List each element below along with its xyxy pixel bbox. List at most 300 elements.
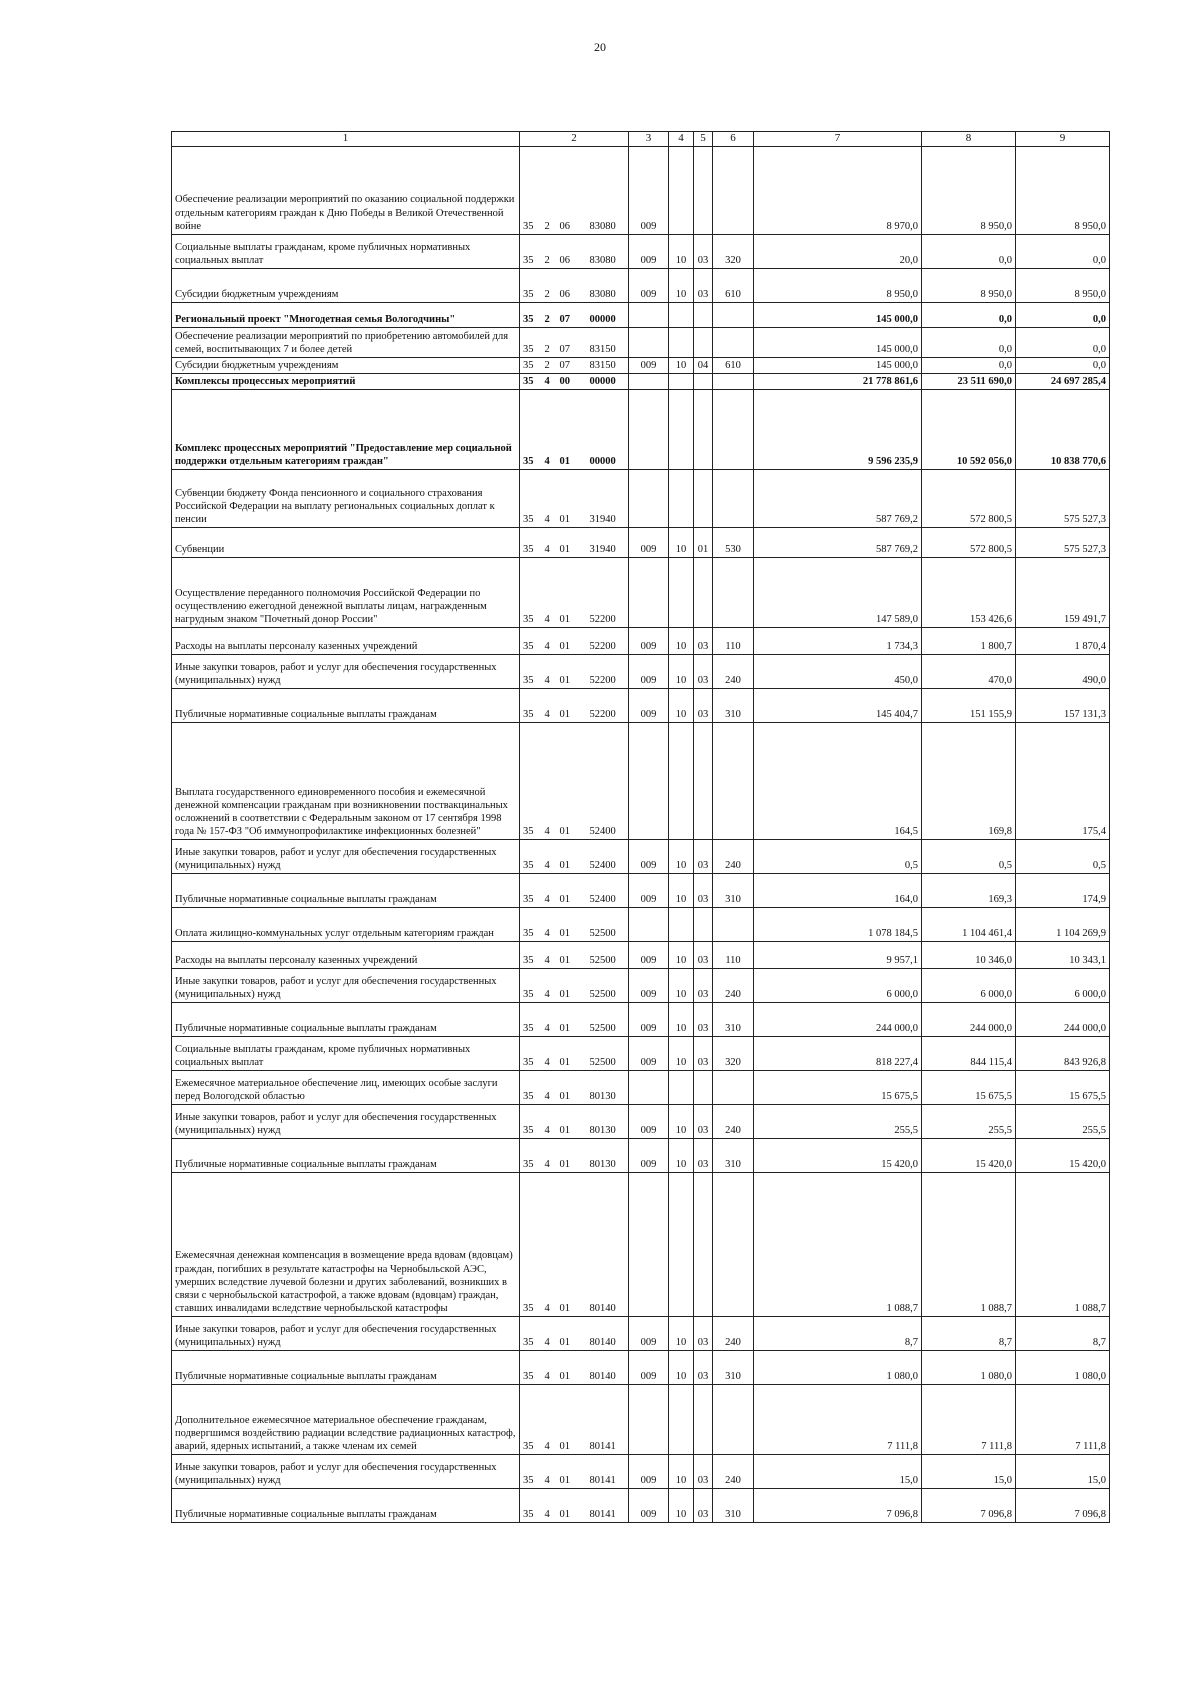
code-subprogram: 01: [557, 1037, 587, 1071]
code-grbs: 009: [629, 1489, 669, 1523]
amount-year-3: 843 926,8: [1016, 1037, 1110, 1071]
code-subsection: 03: [694, 1037, 713, 1071]
code-expense-type: [713, 327, 754, 357]
code-subprogram: 01: [557, 655, 587, 689]
table-row: [172, 1489, 1110, 1523]
amount-year-3: 1 870,4: [1016, 628, 1110, 655]
header-col-6: 6: [713, 132, 754, 147]
code-direction: 52200: [587, 558, 629, 628]
amount-year-3: 10 838 770,6: [1016, 390, 1110, 470]
code-type: 4: [542, 840, 557, 874]
code-section: 10: [669, 689, 694, 723]
code-grbs: 009: [629, 357, 669, 373]
code-section: [669, 723, 694, 840]
table-row: [172, 470, 1110, 528]
amount-year-2: 7 096,8: [922, 1489, 1016, 1523]
code-section: 10: [669, 1455, 694, 1489]
code-program: 35: [520, 268, 542, 302]
code-program: 35: [520, 528, 542, 558]
code-direction: 52400: [587, 840, 629, 874]
table-row: [172, 874, 1110, 908]
code-subprogram: 06: [557, 234, 587, 268]
code-program: 35: [520, 628, 542, 655]
code-type: 4: [542, 723, 557, 840]
amount-year-3: 490,0: [1016, 655, 1110, 689]
code-direction: 52200: [587, 689, 629, 723]
header-col-4: 4: [669, 132, 694, 147]
code-subprogram: 01: [557, 908, 587, 942]
code-grbs: 009: [629, 1317, 669, 1351]
code-grbs: [629, 302, 669, 327]
amount-year-2: 1 080,0: [922, 1351, 1016, 1385]
code-subsection: 03: [694, 1351, 713, 1385]
code-direction: 83150: [587, 357, 629, 373]
code-section: [669, 327, 694, 357]
amount-year-1: 1 080,0: [754, 1351, 922, 1385]
amount-year-2: 153 426,6: [922, 558, 1016, 628]
amount-year-1: 145 000,0: [754, 302, 922, 327]
code-expense-type: 110: [713, 628, 754, 655]
table-row: [172, 942, 1110, 969]
code-subprogram: 01: [557, 1139, 587, 1173]
code-direction: 52500: [587, 969, 629, 1003]
amount-year-3: 7 111,8: [1016, 1385, 1110, 1455]
code-expense-type: [713, 146, 754, 234]
code-subprogram: 01: [557, 874, 587, 908]
amount-year-2: 572 800,5: [922, 470, 1016, 528]
code-type: 2: [542, 146, 557, 234]
code-section: 10: [669, 357, 694, 373]
amount-year-1: 20,0: [754, 234, 922, 268]
amount-year-2: 15 420,0: [922, 1139, 1016, 1173]
amount-year-2: 169,8: [922, 723, 1016, 840]
code-section: 10: [669, 942, 694, 969]
code-direction: 80141: [587, 1455, 629, 1489]
code-direction: 31940: [587, 528, 629, 558]
code-grbs: [629, 327, 669, 357]
row-name: Субсидии бюджетным учреждениям: [172, 357, 520, 373]
row-name: Публичные нормативные социальные выплаты гражданам: [172, 689, 520, 723]
code-subprogram: 07: [557, 302, 587, 327]
code-subsection: 03: [694, 689, 713, 723]
code-section: 10: [669, 628, 694, 655]
amount-year-1: 6 000,0: [754, 969, 922, 1003]
code-type: 2: [542, 327, 557, 357]
code-expense-type: [713, 1071, 754, 1105]
code-section: 10: [669, 1317, 694, 1351]
code-program: 35: [520, 390, 542, 470]
code-direction: 00000: [587, 390, 629, 470]
table-row: [172, 628, 1110, 655]
amount-year-1: 244 000,0: [754, 1003, 922, 1037]
amount-year-2: 151 155,9: [922, 689, 1016, 723]
amount-year-3: 575 527,3: [1016, 470, 1110, 528]
row-name: Ежемесячное материальное обеспечение лиц, имеющих особые заслуги перед Вологодской областью: [172, 1071, 520, 1105]
table-row: [172, 655, 1110, 689]
amount-year-1: 1 734,3: [754, 628, 922, 655]
code-program: 35: [520, 1071, 542, 1105]
code-section: 10: [669, 874, 694, 908]
row-name: Публичные нормативные социальные выплаты гражданам: [172, 1003, 520, 1037]
amount-year-1: 255,5: [754, 1105, 922, 1139]
amount-year-2: 8 950,0: [922, 146, 1016, 234]
row-name: Иные закупки товаров, работ и услуг для обеспечения государственных (муниципальных) нужд: [172, 1455, 520, 1489]
code-section: [669, 1071, 694, 1105]
amount-year-2: 0,5: [922, 840, 1016, 874]
code-subprogram: 01: [557, 470, 587, 528]
code-expense-type: 320: [713, 1037, 754, 1071]
code-grbs: [629, 373, 669, 389]
code-program: 35: [520, 1351, 542, 1385]
table-row: [172, 1071, 1110, 1105]
table-row: [172, 1317, 1110, 1351]
amount-year-1: 145 404,7: [754, 689, 922, 723]
code-direction: 52200: [587, 628, 629, 655]
amount-year-3: 244 000,0: [1016, 1003, 1110, 1037]
code-type: 4: [542, 1071, 557, 1105]
code-section: [669, 146, 694, 234]
amount-year-1: 7 111,8: [754, 1385, 922, 1455]
code-program: 35: [520, 1105, 542, 1139]
amount-year-2: 8 950,0: [922, 268, 1016, 302]
code-subprogram: 01: [557, 1489, 587, 1523]
code-expense-type: [713, 302, 754, 327]
code-program: 35: [520, 840, 542, 874]
row-name: Обеспечение реализации мероприятий по оказанию социальной поддержки отдельным категориям граждан к Дню Победы в Великой Отечественной войне: [172, 146, 520, 234]
table-row: [172, 969, 1110, 1003]
amount-year-1: 7 096,8: [754, 1489, 922, 1523]
code-grbs: 009: [629, 234, 669, 268]
code-subprogram: 01: [557, 1317, 587, 1351]
amount-year-3: 0,5: [1016, 840, 1110, 874]
code-grbs: 009: [629, 1455, 669, 1489]
code-subsection: 03: [694, 942, 713, 969]
table-row: [172, 234, 1110, 268]
code-expense-type: 310: [713, 1139, 754, 1173]
code-program: 35: [520, 908, 542, 942]
amount-year-1: 9 596 235,9: [754, 390, 922, 470]
amount-year-1: 15,0: [754, 1455, 922, 1489]
code-grbs: 009: [629, 268, 669, 302]
code-type: 4: [542, 942, 557, 969]
code-expense-type: [713, 1385, 754, 1455]
code-program: 35: [520, 1037, 542, 1071]
code-type: 4: [542, 1489, 557, 1523]
amount-year-1: 1 078 184,5: [754, 908, 922, 942]
code-type: 4: [542, 1003, 557, 1037]
table-row: [172, 558, 1110, 628]
code-type: 2: [542, 357, 557, 373]
code-program: 35: [520, 655, 542, 689]
code-grbs: [629, 558, 669, 628]
code-subsection: [694, 327, 713, 357]
amount-year-2: 255,5: [922, 1105, 1016, 1139]
code-subprogram: 01: [557, 942, 587, 969]
code-grbs: [629, 1385, 669, 1455]
code-expense-type: 240: [713, 1317, 754, 1351]
row-name: Иные закупки товаров, работ и услуг для обеспечения государственных (муниципальных) нужд: [172, 969, 520, 1003]
code-section: 10: [669, 1003, 694, 1037]
code-grbs: 009: [629, 1351, 669, 1385]
code-subsection: [694, 1385, 713, 1455]
code-section: 10: [669, 268, 694, 302]
table-row: [172, 357, 1110, 373]
code-subprogram: 01: [557, 1071, 587, 1105]
code-subprogram: 01: [557, 1003, 587, 1037]
code-grbs: 009: [629, 1003, 669, 1037]
code-subprogram: 01: [557, 1385, 587, 1455]
code-type: 4: [542, 470, 557, 528]
table-row: [172, 528, 1110, 558]
code-section: [669, 1385, 694, 1455]
amount-year-2: 244 000,0: [922, 1003, 1016, 1037]
code-expense-type: 310: [713, 1351, 754, 1385]
amount-year-3: 10 343,1: [1016, 942, 1110, 969]
header-col-2: 2: [520, 132, 629, 147]
amount-year-1: 818 227,4: [754, 1037, 922, 1071]
amount-year-2: 6 000,0: [922, 969, 1016, 1003]
code-program: 35: [520, 1317, 542, 1351]
row-name: Иные закупки товаров, работ и услуг для обеспечения государственных (муниципальных) нужд: [172, 1317, 520, 1351]
code-subsection: 03: [694, 840, 713, 874]
row-name: Публичные нормативные социальные выплаты гражданам: [172, 874, 520, 908]
code-program: 35: [520, 1139, 542, 1173]
code-grbs: 009: [629, 840, 669, 874]
code-section: 10: [669, 1489, 694, 1523]
code-section: 10: [669, 1139, 694, 1173]
amount-year-3: 15 675,5: [1016, 1071, 1110, 1105]
code-expense-type: [713, 373, 754, 389]
table-row: [172, 908, 1110, 942]
row-name: Субвенции: [172, 528, 520, 558]
row-name: Иные закупки товаров, работ и услуг для обеспечения государственных (муниципальных) нужд: [172, 1105, 520, 1139]
table-row: [172, 146, 1110, 234]
amount-year-2: 1 088,7: [922, 1173, 1016, 1317]
code-subsection: [694, 1173, 713, 1317]
header-col-8: 8: [922, 132, 1016, 147]
code-direction: 80141: [587, 1385, 629, 1455]
amount-year-3: 6 000,0: [1016, 969, 1110, 1003]
table-row: [172, 723, 1110, 840]
amount-year-1: 15 675,5: [754, 1071, 922, 1105]
code-subsection: [694, 723, 713, 840]
code-grbs: 009: [629, 942, 669, 969]
header-row: [172, 132, 1110, 147]
code-type: 2: [542, 302, 557, 327]
code-direction: 52400: [587, 874, 629, 908]
code-subsection: [694, 373, 713, 389]
code-section: [669, 908, 694, 942]
code-subsection: 03: [694, 655, 713, 689]
code-expense-type: 610: [713, 268, 754, 302]
code-subprogram: 01: [557, 558, 587, 628]
code-direction: 80140: [587, 1317, 629, 1351]
code-direction: 52500: [587, 1037, 629, 1071]
code-subsection: [694, 470, 713, 528]
amount-year-2: 0,0: [922, 327, 1016, 357]
code-type: 4: [542, 628, 557, 655]
code-expense-type: 310: [713, 1489, 754, 1523]
row-name: Иные закупки товаров, работ и услуг для обеспечения государственных (муниципальных) нужд: [172, 840, 520, 874]
code-section: 10: [669, 528, 694, 558]
amount-year-1: 8,7: [754, 1317, 922, 1351]
code-type: 4: [542, 373, 557, 389]
code-type: 4: [542, 1105, 557, 1139]
code-expense-type: [713, 908, 754, 942]
amount-year-1: 9 957,1: [754, 942, 922, 969]
code-program: 35: [520, 327, 542, 357]
code-program: 35: [520, 1489, 542, 1523]
code-direction: 00000: [587, 373, 629, 389]
code-type: 4: [542, 655, 557, 689]
code-grbs: 009: [629, 655, 669, 689]
code-direction: 00000: [587, 302, 629, 327]
code-subprogram: 01: [557, 969, 587, 1003]
code-grbs: 009: [629, 969, 669, 1003]
table-row: [172, 302, 1110, 327]
code-program: 35: [520, 969, 542, 1003]
amount-year-3: 175,4: [1016, 723, 1110, 840]
code-section: 10: [669, 234, 694, 268]
table-row: [172, 327, 1110, 357]
code-type: 4: [542, 1037, 557, 1071]
code-grbs: [629, 908, 669, 942]
amount-year-2: 10 346,0: [922, 942, 1016, 969]
code-program: 35: [520, 302, 542, 327]
amount-year-2: 1 800,7: [922, 628, 1016, 655]
code-direction: 80130: [587, 1105, 629, 1139]
code-direction: 83150: [587, 327, 629, 357]
code-subsection: 03: [694, 874, 713, 908]
amount-year-3: 8,7: [1016, 1317, 1110, 1351]
code-expense-type: 310: [713, 689, 754, 723]
table-row: [172, 1385, 1110, 1455]
amount-year-2: 1 104 461,4: [922, 908, 1016, 942]
code-subsection: 03: [694, 1455, 713, 1489]
header-col-9: 9: [1016, 132, 1110, 147]
code-grbs: 009: [629, 628, 669, 655]
row-name: Публичные нормативные социальные выплаты гражданам: [172, 1351, 520, 1385]
code-type: 2: [542, 234, 557, 268]
code-expense-type: 240: [713, 1455, 754, 1489]
code-program: 35: [520, 146, 542, 234]
amount-year-3: 15,0: [1016, 1455, 1110, 1489]
code-expense-type: [713, 723, 754, 840]
amount-year-2: 169,3: [922, 874, 1016, 908]
code-direction: 80140: [587, 1351, 629, 1385]
table-row: [172, 373, 1110, 389]
row-name: Осуществление переданного полномочия Российской Федерации по осуществлению ежегодной денежной выплаты лицам, награжденным нагрудным знаком "Почетный донор России": [172, 558, 520, 628]
code-direction: 52400: [587, 723, 629, 840]
code-direction: 52500: [587, 942, 629, 969]
table-row: [172, 1173, 1110, 1317]
amount-year-3: 0,0: [1016, 302, 1110, 327]
header-col-1: 1: [172, 132, 520, 147]
code-grbs: 009: [629, 1139, 669, 1173]
code-subsection: [694, 302, 713, 327]
code-subsection: [694, 146, 713, 234]
code-program: 35: [520, 1385, 542, 1455]
row-name: Субсидии бюджетным учреждениям: [172, 268, 520, 302]
amount-year-2: 15,0: [922, 1455, 1016, 1489]
header-col-5: 5: [694, 132, 713, 147]
amount-year-2: 8,7: [922, 1317, 1016, 1351]
code-expense-type: 530: [713, 528, 754, 558]
code-section: 10: [669, 655, 694, 689]
row-name: Социальные выплаты гражданам, кроме публичных нормативных социальных выплат: [172, 234, 520, 268]
code-grbs: [629, 723, 669, 840]
code-direction: 83080: [587, 268, 629, 302]
code-subprogram: 01: [557, 1105, 587, 1139]
row-name: Ежемесячная денежная компенсация в возмещение вреда вдовам (вдовцам) граждан, погибших в результате катастрофы на Чернобыльской АЭС, умерших вследствие лучевой болезни и других заболеваний, возникших в связи с чернобыльской катастрофой, а также вдовам (вдовцам) граждан, ставших инвалидами вследствие чернобыльской катастрофы: [172, 1173, 520, 1317]
code-section: [669, 1173, 694, 1317]
code-grbs: [629, 1173, 669, 1317]
code-direction: 52500: [587, 1003, 629, 1037]
code-type: 4: [542, 1173, 557, 1317]
amount-year-3: 1 104 269,9: [1016, 908, 1110, 942]
amount-year-3: 7 096,8: [1016, 1489, 1110, 1523]
code-expense-type: [713, 390, 754, 470]
code-grbs: 009: [629, 1037, 669, 1071]
amount-year-1: 21 778 861,6: [754, 373, 922, 389]
row-name: Оплата жилищно-коммунальных услуг отдельным категориям граждан: [172, 908, 520, 942]
code-section: [669, 390, 694, 470]
code-section: [669, 558, 694, 628]
row-name: Социальные выплаты гражданам, кроме публичных нормативных социальных выплат: [172, 1037, 520, 1071]
table-row: [172, 689, 1110, 723]
code-subprogram: 07: [557, 357, 587, 373]
code-subprogram: 00: [557, 373, 587, 389]
amount-year-1: 8 950,0: [754, 268, 922, 302]
code-expense-type: [713, 470, 754, 528]
code-type: 4: [542, 558, 557, 628]
code-subsection: 03: [694, 1139, 713, 1173]
code-grbs: [629, 470, 669, 528]
code-direction: 80130: [587, 1139, 629, 1173]
code-subprogram: 01: [557, 528, 587, 558]
amount-year-1: 164,5: [754, 723, 922, 840]
code-type: 4: [542, 1385, 557, 1455]
amount-year-3: 8 950,0: [1016, 146, 1110, 234]
amount-year-3: 24 697 285,4: [1016, 373, 1110, 389]
row-name: Дополнительное ежемесячное материальное обеспечение гражданам, подвергшимся воздействию радиации вследствие радиационных катастроф, аварий, ядерных испытаний, а также членам их семей: [172, 1385, 520, 1455]
amount-year-1: 8 970,0: [754, 146, 922, 234]
amount-year-2: 0,0: [922, 357, 1016, 373]
amount-year-3: 1 088,7: [1016, 1173, 1110, 1317]
table-row: [172, 268, 1110, 302]
amount-year-1: 164,0: [754, 874, 922, 908]
code-subprogram: 01: [557, 723, 587, 840]
code-expense-type: 240: [713, 840, 754, 874]
code-type: 4: [542, 1139, 557, 1173]
code-direction: 83080: [587, 234, 629, 268]
code-section: 10: [669, 1105, 694, 1139]
code-subsection: 04: [694, 357, 713, 373]
row-name: Выплата государственного единовременного пособия и ежемесячной денежной компенсации гражданам при возникновении поствакцинальных осложнений в соответствии с Федеральным законом от 17 сентября 1998 года № 157-ФЗ "Об иммунопрофилактике инфекционных болезней": [172, 723, 520, 840]
amount-year-2: 470,0: [922, 655, 1016, 689]
code-grbs: 009: [629, 146, 669, 234]
row-name: Комплекс процессных мероприятий "Предоставление мер социальной поддержки отдельным категориям граждан": [172, 390, 520, 470]
code-program: 35: [520, 942, 542, 969]
amount-year-1: 587 769,2: [754, 470, 922, 528]
code-direction: 83080: [587, 146, 629, 234]
header-col-7: 7: [754, 132, 922, 147]
amount-year-3: 159 491,7: [1016, 558, 1110, 628]
code-grbs: 009: [629, 528, 669, 558]
row-name: Комплексы процессных мероприятий: [172, 373, 520, 389]
code-type: 4: [542, 528, 557, 558]
code-section: 10: [669, 1037, 694, 1071]
